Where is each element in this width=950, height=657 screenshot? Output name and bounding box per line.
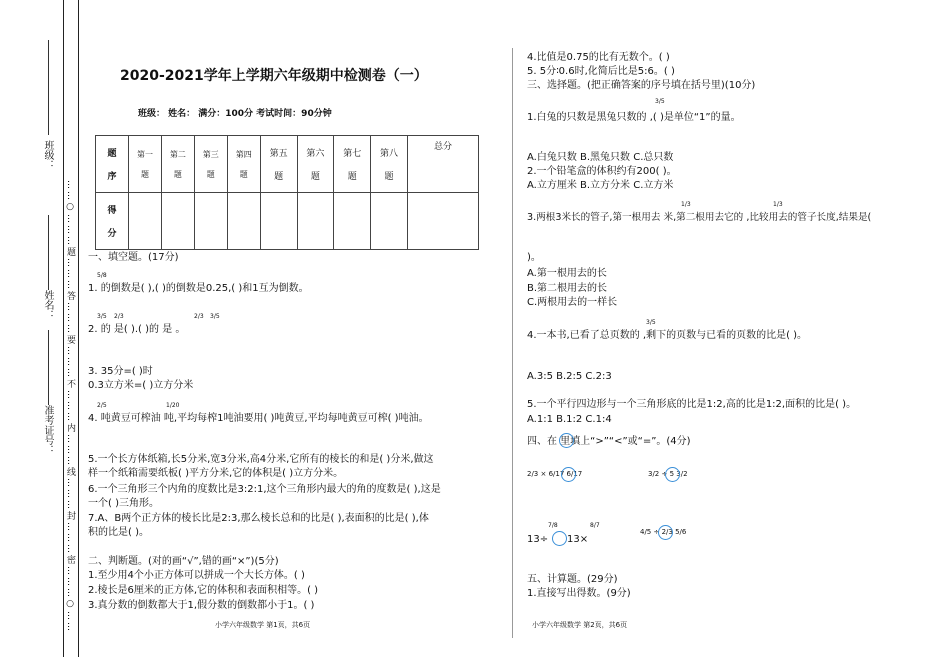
table-header-cell: 第八 题 <box>371 136 408 193</box>
c4: 4.一本书,已看了总页数的 ,剩下的页数与已看的页数的比是( )。 <box>527 330 808 341</box>
q2-frac-2: 2/3 <box>114 313 124 320</box>
compare-3-frac-1: 7/8 <box>548 522 558 529</box>
q7a: 7.A、B两个正方体的棱长比是2:3,那么棱长总和的比是( ),表面积的比是( ),体 <box>88 513 429 524</box>
margin-line-inner <box>78 0 79 657</box>
class-blank <box>48 40 49 135</box>
c1-options: A.白兔只数 B.黑兔只数 C.总只数 <box>527 152 674 163</box>
c3-option-b: B.第二根用去的长 <box>527 283 608 294</box>
section5-title: 五、计算题。(29分) <box>527 574 618 585</box>
q3b: 0.3立方米=( )立方分米 <box>88 380 194 391</box>
exam-info: 班级： 姓名： 满分：100分 考试时间：90分钟 <box>138 109 332 119</box>
q7b: 积的比是( )。 <box>88 527 149 538</box>
table-header-cell: 总分 <box>408 136 479 193</box>
section4-title: 四、在 里填上“>”“<”或“=”。(4分) <box>527 436 691 447</box>
q5b: 样一个纸箱需要纸板( )平方分米,它的体积是( )立方分米。 <box>88 468 344 479</box>
j3: 3.真分数的倒数都大于1,假分数的倒数都小于1。( ) <box>88 600 315 611</box>
q3a: 3. 35分=( )时 <box>88 366 153 377</box>
c3-option-a: A.第一根用去的长 <box>527 268 607 279</box>
j4: 4.比值是0.75的比有无数个。( ) <box>527 52 670 63</box>
c5-options: A.1:1 B.1:2 C.1:4 <box>527 414 612 425</box>
q4: 4. 吨黄豆可榨油 吨,平均每榨1吨油要用( )吨黄豆,平均每吨黄豆可榨( )吨油。 <box>88 413 429 424</box>
q2-frac-1: 3/5 <box>97 313 107 320</box>
seal-line: ……○………题………答………要………不………内………线………封………密………○…… <box>65 180 75 633</box>
c2-options: A.立方厘米 B.立方分米 C.立方米 <box>527 180 674 191</box>
q4-frac-1: 2/5 <box>97 402 107 409</box>
c3-frac-2: 1/3 <box>773 201 783 208</box>
compare-2-answer-circle[interactable] <box>665 467 680 482</box>
table-header-cell: 第四 题 <box>227 136 260 193</box>
j2: 2.棱长是6厘米的正方体,它的体积和表面积相等。( ) <box>88 585 319 596</box>
c4-frac: 3/5 <box>646 319 656 326</box>
table-header-cell: 题 序 <box>96 136 129 193</box>
j1: 1.至少用4个小正方体可以拼成一个大长方体。( ) <box>88 570 305 581</box>
table-header-cell: 第三 题 <box>194 136 227 193</box>
compare-4-answer-circle[interactable] <box>658 525 673 540</box>
score-cell[interactable] <box>260 193 297 250</box>
q1: 1. 的倒数是( ),( )的倒数是0.25,( )和1互为倒数。 <box>88 283 309 294</box>
q6a: 6.一个三角形三个内角的度数比是3:2:1,这个三角形内最大的角的度数是( ),这是 <box>88 484 441 495</box>
c3-end: )。 <box>527 252 541 263</box>
score-table <box>95 135 479 250</box>
calc-1: 1.直接写出得数。(9分) <box>527 588 631 599</box>
compare-4: 4/5 ÷ 2/3 5/6 <box>640 528 687 536</box>
c3-option-c: C.两根用去的一样长 <box>527 297 618 308</box>
compare-1-answer-circle[interactable] <box>561 467 576 482</box>
blank-circle-icon <box>559 433 574 448</box>
score-cell[interactable] <box>371 193 408 250</box>
score-cell[interactable] <box>227 193 260 250</box>
section2-title: 二、判断题。(对的画“√”,错的画“×”)(5分) <box>88 556 279 567</box>
q2-frac-4: 3/5 <box>210 313 220 320</box>
c2: 2.一个铅笔盒的体积约有200( )。 <box>527 166 677 177</box>
c4-options: A.3:5 B.2:5 C.2:3 <box>527 371 612 382</box>
score-cell[interactable] <box>194 193 227 250</box>
section3-title: 三、选择题。(把正确答案的序号填在括号里)(10分) <box>527 80 756 91</box>
q5a: 5.一个长方体纸箱,长5分米,宽3分米,高4分米,它所有的棱长的和是( )分米,做这 <box>88 454 434 465</box>
c1: 1.白兔的只数是黑兔只数的 ,( )是单位“1”的量。 <box>527 112 741 123</box>
c1-frac: 3/5 <box>655 98 665 105</box>
compare-2: 3/2 ÷ 5 3/2 <box>648 470 688 478</box>
q1-frac: 5/8 <box>97 272 107 279</box>
score-cell[interactable] <box>334 193 371 250</box>
admission-label: 准考证号： <box>42 405 53 455</box>
table-header-cell: 第二 题 <box>161 136 194 193</box>
name-label: 姓名： <box>42 290 53 320</box>
score-cell[interactable] <box>408 193 479 250</box>
table-header-cell: 第六 题 <box>297 136 334 193</box>
q4-frac-2: 1/20 <box>166 402 180 409</box>
compare-1: 2/3 × 6/17 6/17 <box>527 470 583 478</box>
compare-3-frac-2: 8/7 <box>590 522 600 529</box>
column-divider <box>512 48 513 638</box>
compare-3-answer-circle[interactable] <box>552 531 567 546</box>
section1-title: 一、填空题。(17分) <box>88 252 179 263</box>
table-row-label: 得 分 <box>96 193 129 250</box>
score-cell[interactable] <box>129 193 162 250</box>
admission-blank <box>48 330 49 405</box>
q2-frac-3: 2/3 <box>194 313 204 320</box>
score-cell[interactable] <box>161 193 194 250</box>
page-title: 2020-2021学年上学期六年级期中检测卷（一） <box>120 68 428 84</box>
c5: 5.一个平行四边形与一个三角形底的比是1:2,高的比是1:2,面积的比是( )。 <box>527 399 857 410</box>
compare-3-left: 13÷ <box>527 534 549 545</box>
right-footer: 小学六年级数学 第2页，共6页 <box>532 621 628 629</box>
table-header-cell: 第七 题 <box>334 136 371 193</box>
c3-frac-1: 1/3 <box>681 201 691 208</box>
class-label: 班级： <box>42 140 53 170</box>
table-header-cell: 第五 题 <box>260 136 297 193</box>
q2: 2. 的 是( ).( )的 是 。 <box>88 324 186 335</box>
compare-3-right: 13× <box>567 534 589 545</box>
table-header-cell: 第一 题 <box>129 136 162 193</box>
q6b: 一个( )三角形。 <box>88 498 159 509</box>
left-footer: 小学六年级数学 第1页，共6页 <box>215 621 311 629</box>
score-cell[interactable] <box>297 193 334 250</box>
j5: 5. 5分∶0.6时,化简后比是5:6。( ) <box>527 66 675 77</box>
name-blank <box>48 215 49 290</box>
c3: 3.两根3米长的管子,第一根用去 米,第二根用去它的 ,比较用去的管子长度,结果是( <box>527 212 872 223</box>
